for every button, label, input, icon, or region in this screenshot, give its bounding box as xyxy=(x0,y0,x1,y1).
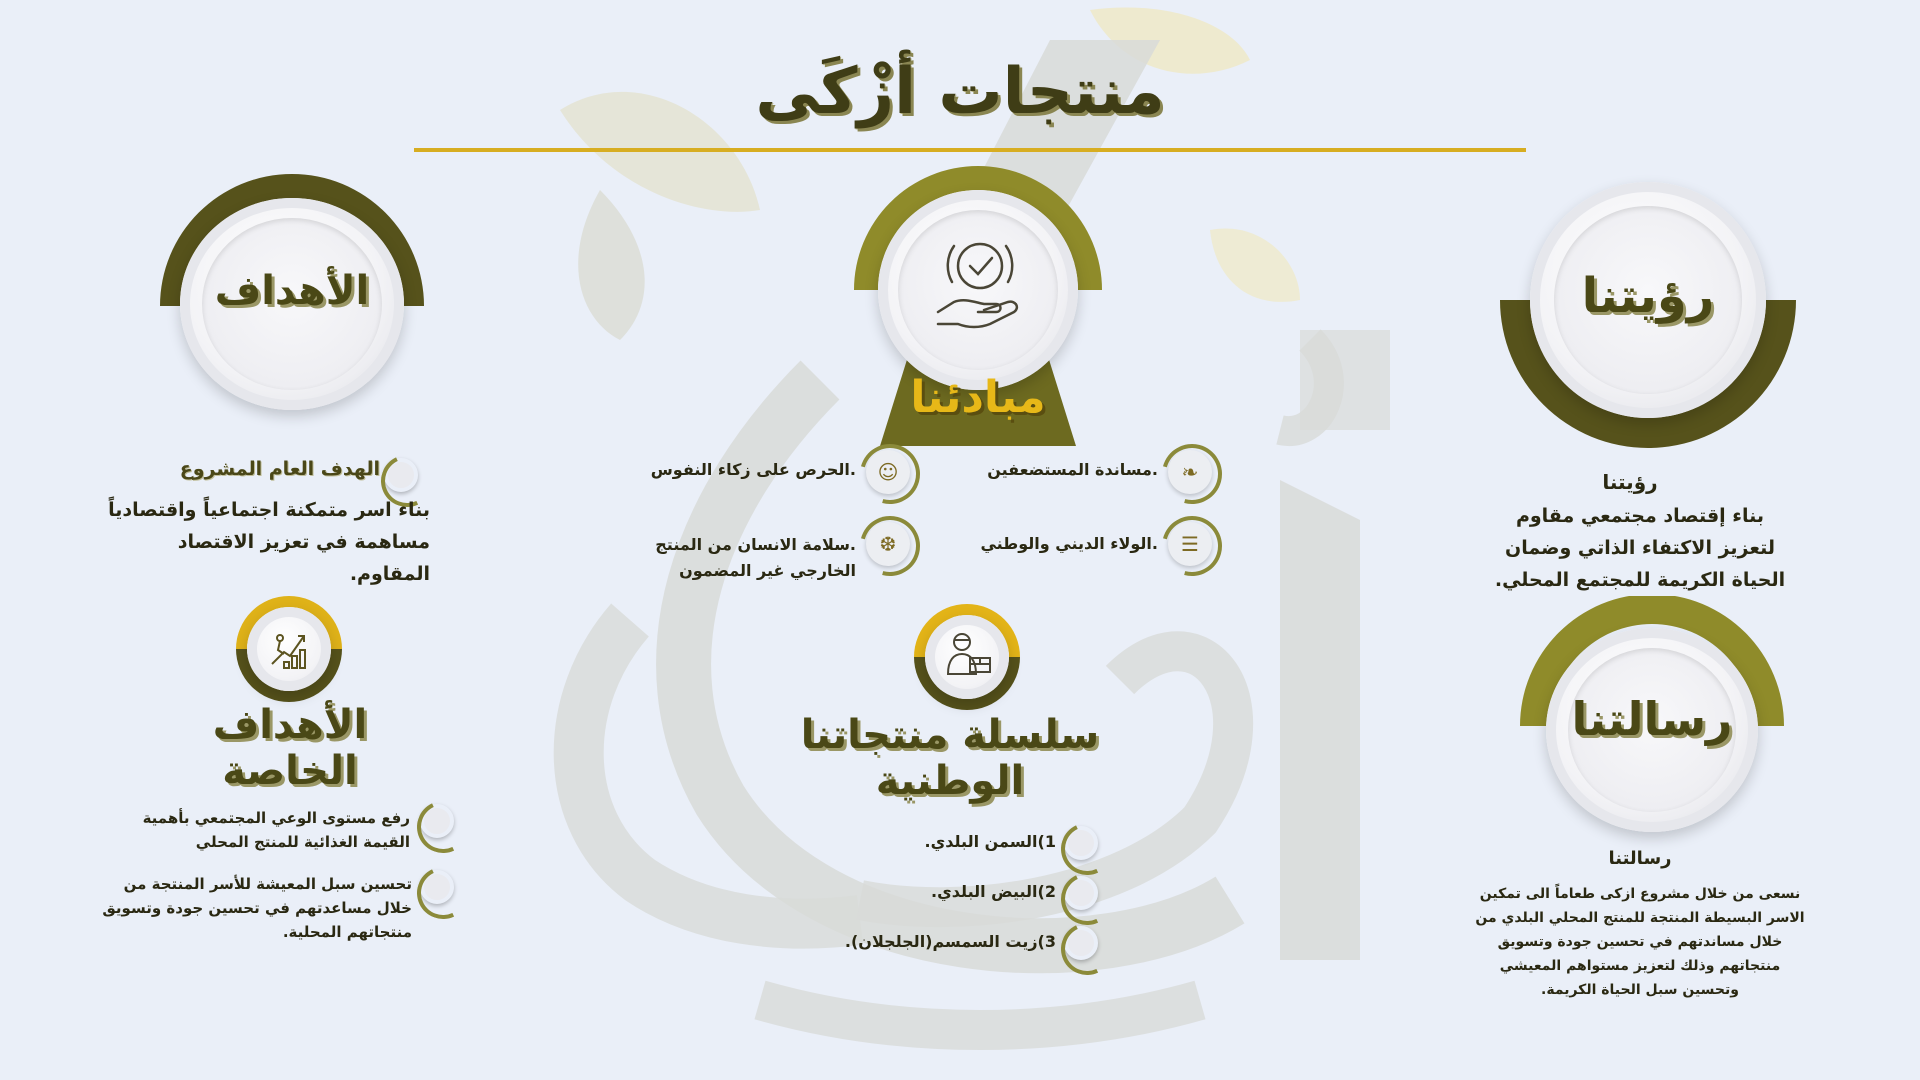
mission-text: نسعى من خلال مشروع ازكى طعاماً الى تمكين الاسر البسيطة المنتجة للمنتج المحلي البلدي من خلال مساندتهم في تحسين جودة وتسويق منتجاتهم وذلك لتعزيز مستواهم المعيشي وتحسين سبل الحياة الكريمة. xyxy=(1475,886,1805,998)
mission-heading: رسالتنا xyxy=(1571,692,1733,746)
shield-hand-icon: ❆ xyxy=(866,522,910,566)
people-icon: ☺ xyxy=(866,450,910,494)
hand-check-icon xyxy=(924,232,1034,342)
chain-item-2: 2)البيض البلدي. xyxy=(931,882,1056,901)
chain-bullet-2 xyxy=(1064,876,1098,910)
mission-title: رسالتنا xyxy=(1608,848,1672,869)
delivery-person-icon xyxy=(940,628,996,684)
goal-bullet xyxy=(384,458,418,492)
book-icon: ☰ xyxy=(1168,522,1212,566)
general-goal-text: بناء اسر متمكنة اجتماعياً واقتصادياً مساهمة في تعزيز الاقتصاد المقاوم. xyxy=(108,499,430,585)
chain-bullet-1 xyxy=(1064,826,1098,860)
growth-chart-icon xyxy=(266,626,312,672)
support-hands-icon: ❧ xyxy=(1168,450,1212,494)
chain-item-1: 1)السمن البلدي. xyxy=(924,832,1056,851)
chain-bullet-3 xyxy=(1064,926,1098,960)
general-goal-title: الهدف العام المشروع xyxy=(179,458,380,480)
vision-text: بناء إقتصاد مجتمعي مقاوم لتعزيز الاكتفاء الذاتي وضمان الحياة الكريمة للمجتمع المحلي. xyxy=(1494,505,1786,591)
vision-heading: رؤيتنا xyxy=(1581,268,1715,324)
chain-item-3: 3)زيت السمسم(الجلجلان). xyxy=(844,932,1056,951)
principle-1: .مساندة المستضعفين xyxy=(987,460,1158,479)
goals-heading: الأهداف xyxy=(214,268,370,314)
title-underline xyxy=(414,148,1526,152)
principle-4: .سلامة الانسان من المنتج الخارجي غير المضمون xyxy=(655,535,856,580)
principle-2: .الحرص على زكاء النفوس xyxy=(650,460,856,479)
principle-3: .الولاء الديني والوطني xyxy=(980,534,1158,553)
special-goal-2: تحسين سبل المعيشة للأسر المنتجة من خلال مساعدتهم في تحسين جودة وتسويق منتجاتهم المحلية. xyxy=(102,875,412,941)
chain-heading: سلسلة منتجاتنا الوطنية xyxy=(800,712,1100,804)
vision-title: رؤيتنا xyxy=(1602,470,1658,494)
special-goal-bullet-2 xyxy=(420,870,454,904)
principles-heading: مبادئنا xyxy=(910,372,1046,423)
special-goal-1: رفع مستوى الوعي المجتمعي بأهمية القيمة الغذائية للمنتج المحلي xyxy=(142,809,410,851)
special-goal-bullet-1 xyxy=(420,804,454,838)
page-title: منتجات أزْكَى xyxy=(755,55,1165,129)
special-goals-heading: الأهداف الخاصة xyxy=(212,702,368,794)
